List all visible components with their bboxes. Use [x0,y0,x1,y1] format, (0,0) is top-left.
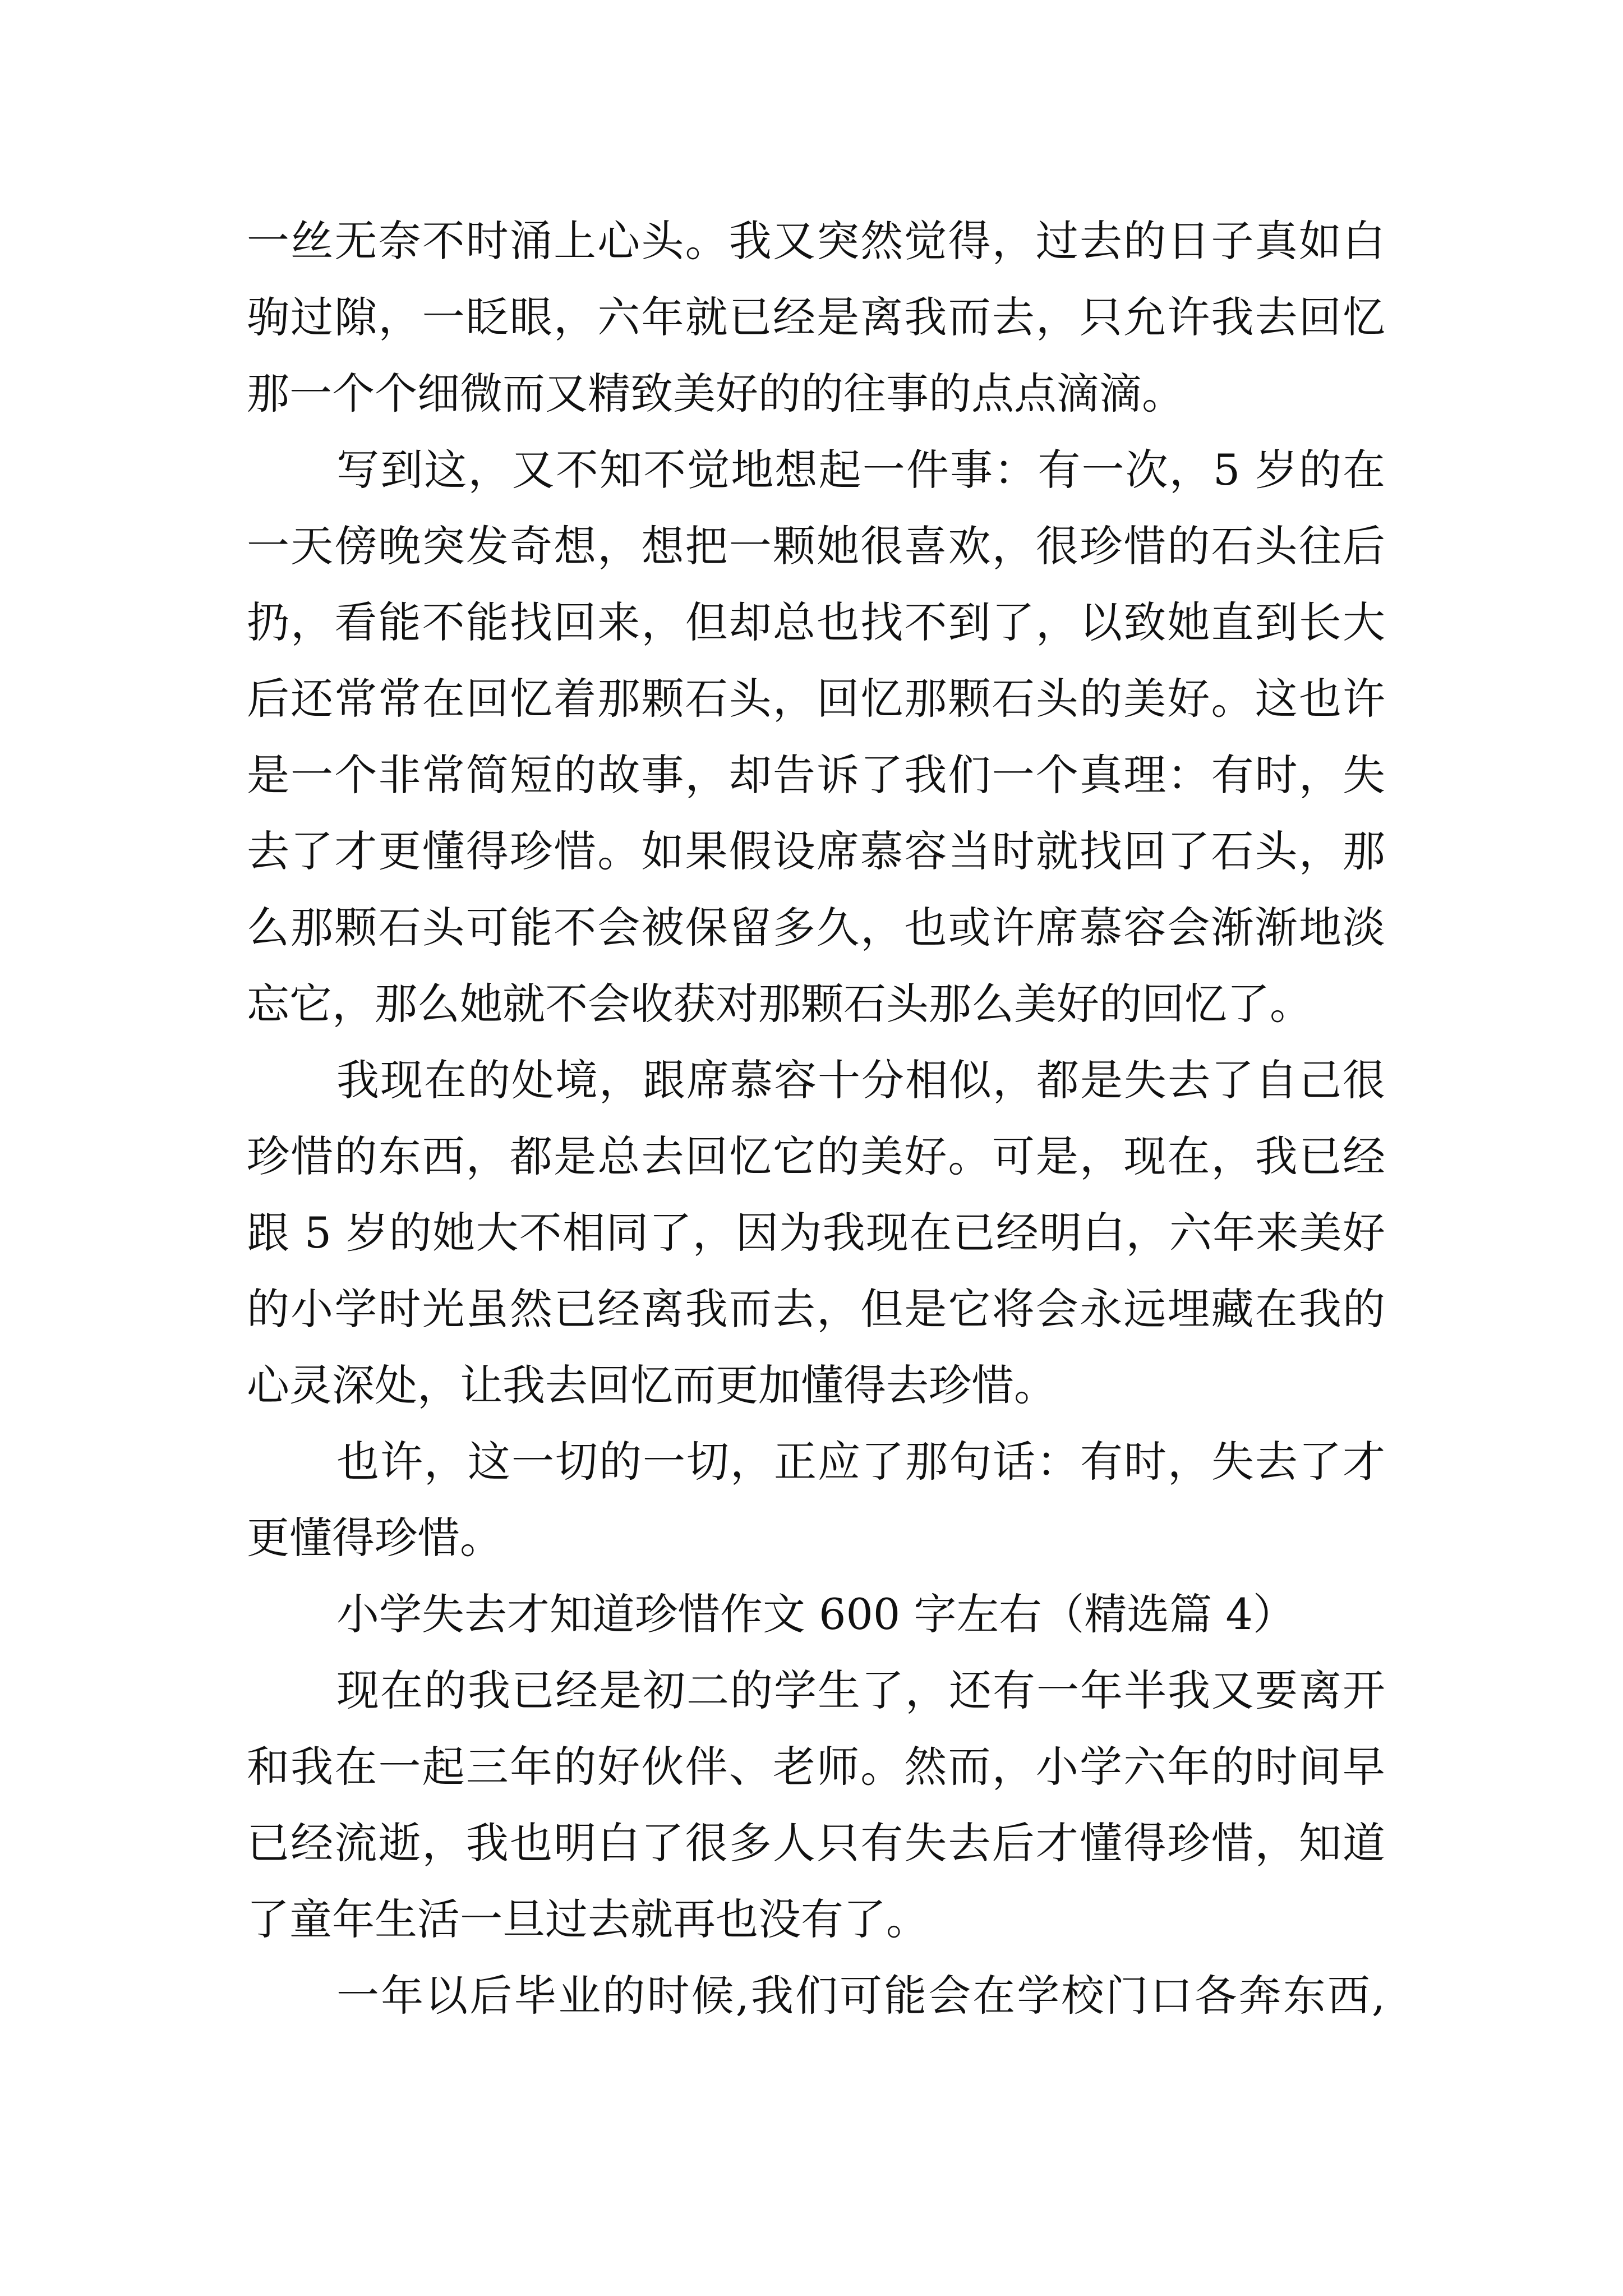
section-heading [247,1576,1385,1653]
paragraph [247,1653,1385,1958]
text-line: 现在的我已经是初二的学生了，还有一年半我又要离开 [336,1665,1385,1715]
text-line: 已经流逝，我也明白了很多人只有失去后才懂得珍惜，知道 [247,1818,1385,1868]
paragraph [247,1424,1385,1576]
text-line: 一天傍晚突发奇想，想把一颗她很喜欢，很珍惜的石头往后 [247,521,1385,571]
text-line: 那一个个细微而又精致美好的的往事的点点滴滴。 [247,369,1184,418]
text-line: 跟 5 岁的她大不相同了，因为我现在已经明白，六年来美好 [247,1208,1385,1258]
text-line: 也许，这一切的一切，正应了那句话：有时，失去了才 [336,1437,1385,1487]
document-body [247,203,1385,2034]
text-line: 后还常常在回忆着那颗石头，回忆那颗石头的美好。这也许 [247,674,1385,724]
text-line: 驹过隙，一眨眼，六年就已经是离我而去，只允许我去回忆 [247,292,1385,342]
text-line: 一丝无奈不时涌上心头。我又突然觉得，过去的日子真如白 [247,216,1385,266]
text-line: 更懂得珍惜。 [247,1513,502,1563]
text-line: 一年以后毕业的时候,我们可能会在学校门口各奔东西, [336,1971,1385,2021]
text-line: 写到这，又不知不觉地想起一件事：有一次，5 岁的在 [336,445,1385,495]
paragraph [247,203,1385,432]
paragraph [247,1042,1385,1424]
text-line: 珍惜的东西，都是总去回忆它的美好。可是，现在，我已经 [247,1131,1385,1181]
paragraph [247,432,1385,1042]
text-line: 是一个非常简短的故事，却告诉了我们一个真理：有时，失 [247,750,1385,800]
text-line: 和我在一起三年的好伙伴、老师。然而，小学六年的时间早 [247,1742,1385,1792]
paragraph [247,1958,1385,2034]
text-line: 扔，看能不能找回来，但却总也找不到了，以致她直到长大 [247,597,1385,647]
text-line: 了童年生活一旦过去就再也没有了。 [247,1894,929,1944]
text-line: 么那颗石头可能不会被保留多久，也或许席慕容会渐渐地淡 [247,903,1385,953]
text-line: 忘它，那么她就不会收获对那颗石头那么美好的回忆了。 [247,979,1312,1029]
text-line: 我现在的处境，跟席慕容十分相似，都是失去了自己很 [336,1055,1385,1105]
heading-text: 小学失去才知道珍惜作文 600 字左右（精选篇 4） [336,1589,1295,1639]
text-line: 心灵深处，让我去回忆而更加懂得去珍惜。 [247,1360,1057,1410]
text-line: 的小学时光虽然已经离我而去，但是它将会永远埋藏在我的 [247,1284,1385,1334]
text-line: 去了才更懂得珍惜。如果假设席慕容当时就找回了石头，那 [247,826,1385,876]
